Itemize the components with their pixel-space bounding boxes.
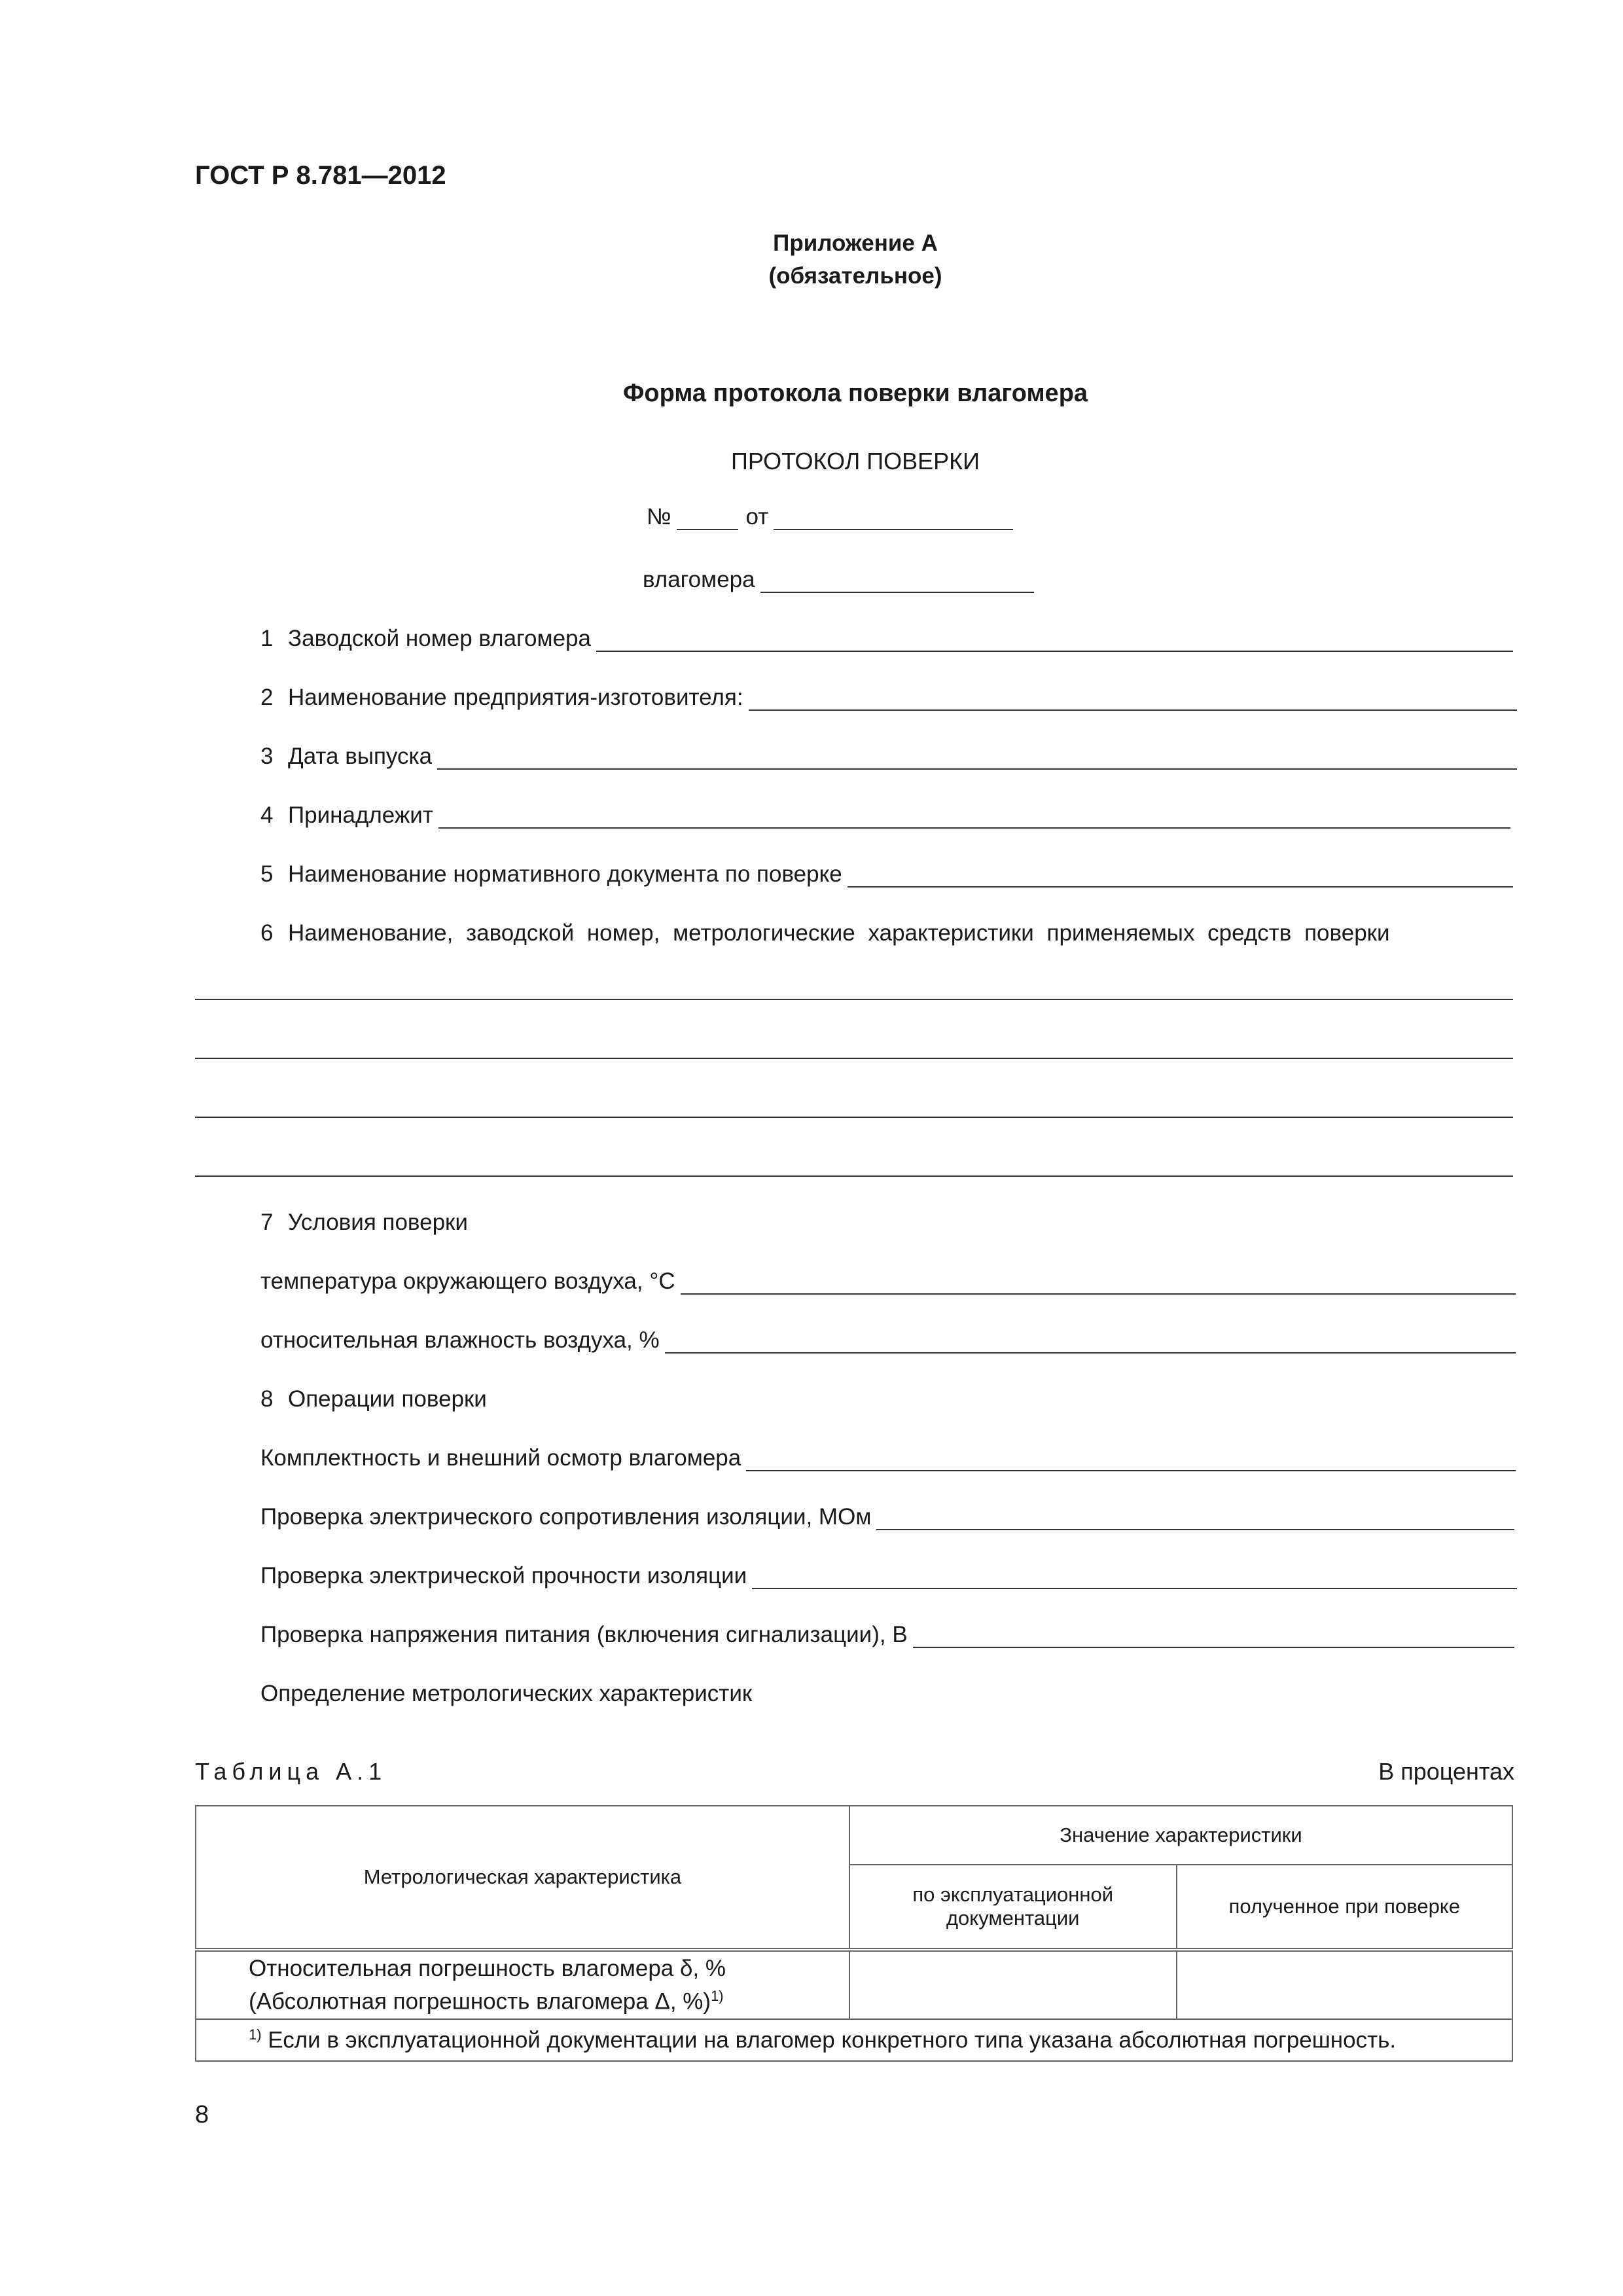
serial-number-field[interactable] xyxy=(596,627,1513,652)
table-row-characteristic xyxy=(196,1950,849,2019)
operation-label: Проверка электрического сопротивления изоляции, МОм xyxy=(260,1504,872,1530)
table-caption: Таблица А.1 xyxy=(195,1758,387,1785)
item-number: 6 xyxy=(260,920,274,946)
document-id: ГОСТ Р 8.781—2012 xyxy=(195,161,446,190)
footnote-mark: 1) xyxy=(249,2026,262,2043)
item-label: Заводской номер влагомера xyxy=(288,626,591,651)
item-2-line xyxy=(260,685,1517,711)
item-4-line xyxy=(260,802,1510,829)
operation-line-2 xyxy=(260,1504,1514,1530)
item-label: Дата выпуска xyxy=(288,744,433,769)
operation-line-3 xyxy=(260,1563,1517,1589)
page-number: 8 xyxy=(195,2101,209,2128)
supply-voltage-field[interactable] xyxy=(913,1623,1514,1648)
table-units: В процентах xyxy=(1378,1758,1514,1785)
insulation-strength-field[interactable] xyxy=(752,1564,1517,1589)
from-label: от xyxy=(745,504,769,529)
protocol-number-line xyxy=(647,504,1013,530)
item-number: 2 xyxy=(260,685,274,710)
item-3-line xyxy=(260,744,1517,770)
operations-title: Операции поверки xyxy=(288,1386,487,1412)
item-number: 7 xyxy=(260,1210,274,1235)
item-5-line xyxy=(260,861,1513,888)
blank-line-2[interactable] xyxy=(195,1058,1513,1059)
operation-label: Проверка напряжения питания (включения сигнализации), В xyxy=(260,1622,908,1647)
appendix-title: Приложение А xyxy=(773,230,938,256)
metrology-table xyxy=(195,1805,1513,2062)
metrology-label: Определение метрологических характеристик xyxy=(260,1681,753,1706)
item-6-line xyxy=(260,920,1390,946)
appendix-subtitle: (обязательное) xyxy=(768,263,942,289)
owner-field[interactable] xyxy=(438,804,1510,829)
item-number: 5 xyxy=(260,861,274,887)
item-label: Наименование нормативного документа по поверке xyxy=(288,861,842,887)
footnote-text: Если в эксплуатационной документации на влагомер конкретного типа указана абсолютная погрешность. xyxy=(261,2027,1397,2053)
blank-line-1[interactable] xyxy=(195,999,1513,1000)
item-number: 8 xyxy=(260,1386,274,1412)
item-label: Наименование предприятия-изготовителя: xyxy=(288,685,743,710)
device-line xyxy=(643,567,1034,593)
table-cell-measured[interactable] xyxy=(1177,1950,1512,2019)
item-number: 3 xyxy=(260,744,274,769)
humidity-line xyxy=(260,1327,1516,1354)
device-label: влагомера xyxy=(643,567,755,592)
operation-line-1 xyxy=(260,1445,1516,1471)
metrology-line xyxy=(260,1681,752,1707)
item-number: 1 xyxy=(260,626,274,651)
manufacturer-field[interactable] xyxy=(749,686,1517,711)
temperature-label: температура окружающего воздуха, °С xyxy=(260,1268,675,1294)
header-by-docs-line1: по эксплуатационной xyxy=(912,1883,1114,1906)
blank-line-3[interactable] xyxy=(195,1117,1513,1118)
release-date-field[interactable] xyxy=(437,745,1517,770)
blank-line-4[interactable] xyxy=(195,1175,1513,1177)
humidity-label: относительная влажность воздуха, % xyxy=(260,1327,660,1353)
header-characteristic: Метрологическая характеристика xyxy=(196,1806,849,1950)
row-line2: (Абсолютная погрешность влагомера Δ, %) xyxy=(249,1988,711,2015)
header-by-docs xyxy=(849,1865,1177,1950)
header-by-docs-line2: документации xyxy=(946,1907,1080,1929)
item-label: Принадлежит xyxy=(288,802,433,828)
item-number: 4 xyxy=(260,802,274,828)
operation-label: Комплектность и внешний осмотр влагомера xyxy=(260,1445,741,1471)
conditions-title: Условия поверки xyxy=(288,1210,468,1235)
normative-doc-field[interactable] xyxy=(847,863,1513,888)
footnote-ref: 1) xyxy=(711,1987,724,2004)
operation-label: Проверка электрической прочности изоляции xyxy=(260,1563,747,1588)
humidity-field[interactable] xyxy=(665,1329,1516,1354)
table-footnote xyxy=(196,2019,1512,2061)
temperature-field[interactable] xyxy=(681,1270,1516,1295)
table-cell-by-docs[interactable] xyxy=(849,1950,1177,2019)
item-7-line xyxy=(260,1210,468,1236)
row-line1: Относительная погрешность влагомера δ, % xyxy=(249,1955,726,1981)
completeness-field[interactable] xyxy=(746,1446,1516,1471)
temperature-line xyxy=(260,1268,1516,1295)
protocol-number-field[interactable] xyxy=(677,505,738,530)
insulation-resistance-field[interactable] xyxy=(876,1505,1514,1530)
form-title: Форма протокола поверки влагомера xyxy=(622,380,1088,407)
header-measured: полученное при поверке xyxy=(1177,1865,1512,1950)
protocol-title: ПРОТОКОЛ ПОВЕРКИ xyxy=(730,448,980,475)
item-1-line xyxy=(260,626,1513,652)
operation-line-4 xyxy=(260,1622,1514,1648)
number-label: № xyxy=(647,504,671,529)
item-label: Наименование, заводской номер, метрологические характеристики применяемых средств поверки xyxy=(288,920,1390,946)
device-field[interactable] xyxy=(760,568,1034,593)
header-value-group: Значение характеристики xyxy=(849,1806,1512,1865)
protocol-date-field[interactable] xyxy=(774,505,1013,530)
item-8-line xyxy=(260,1386,487,1412)
